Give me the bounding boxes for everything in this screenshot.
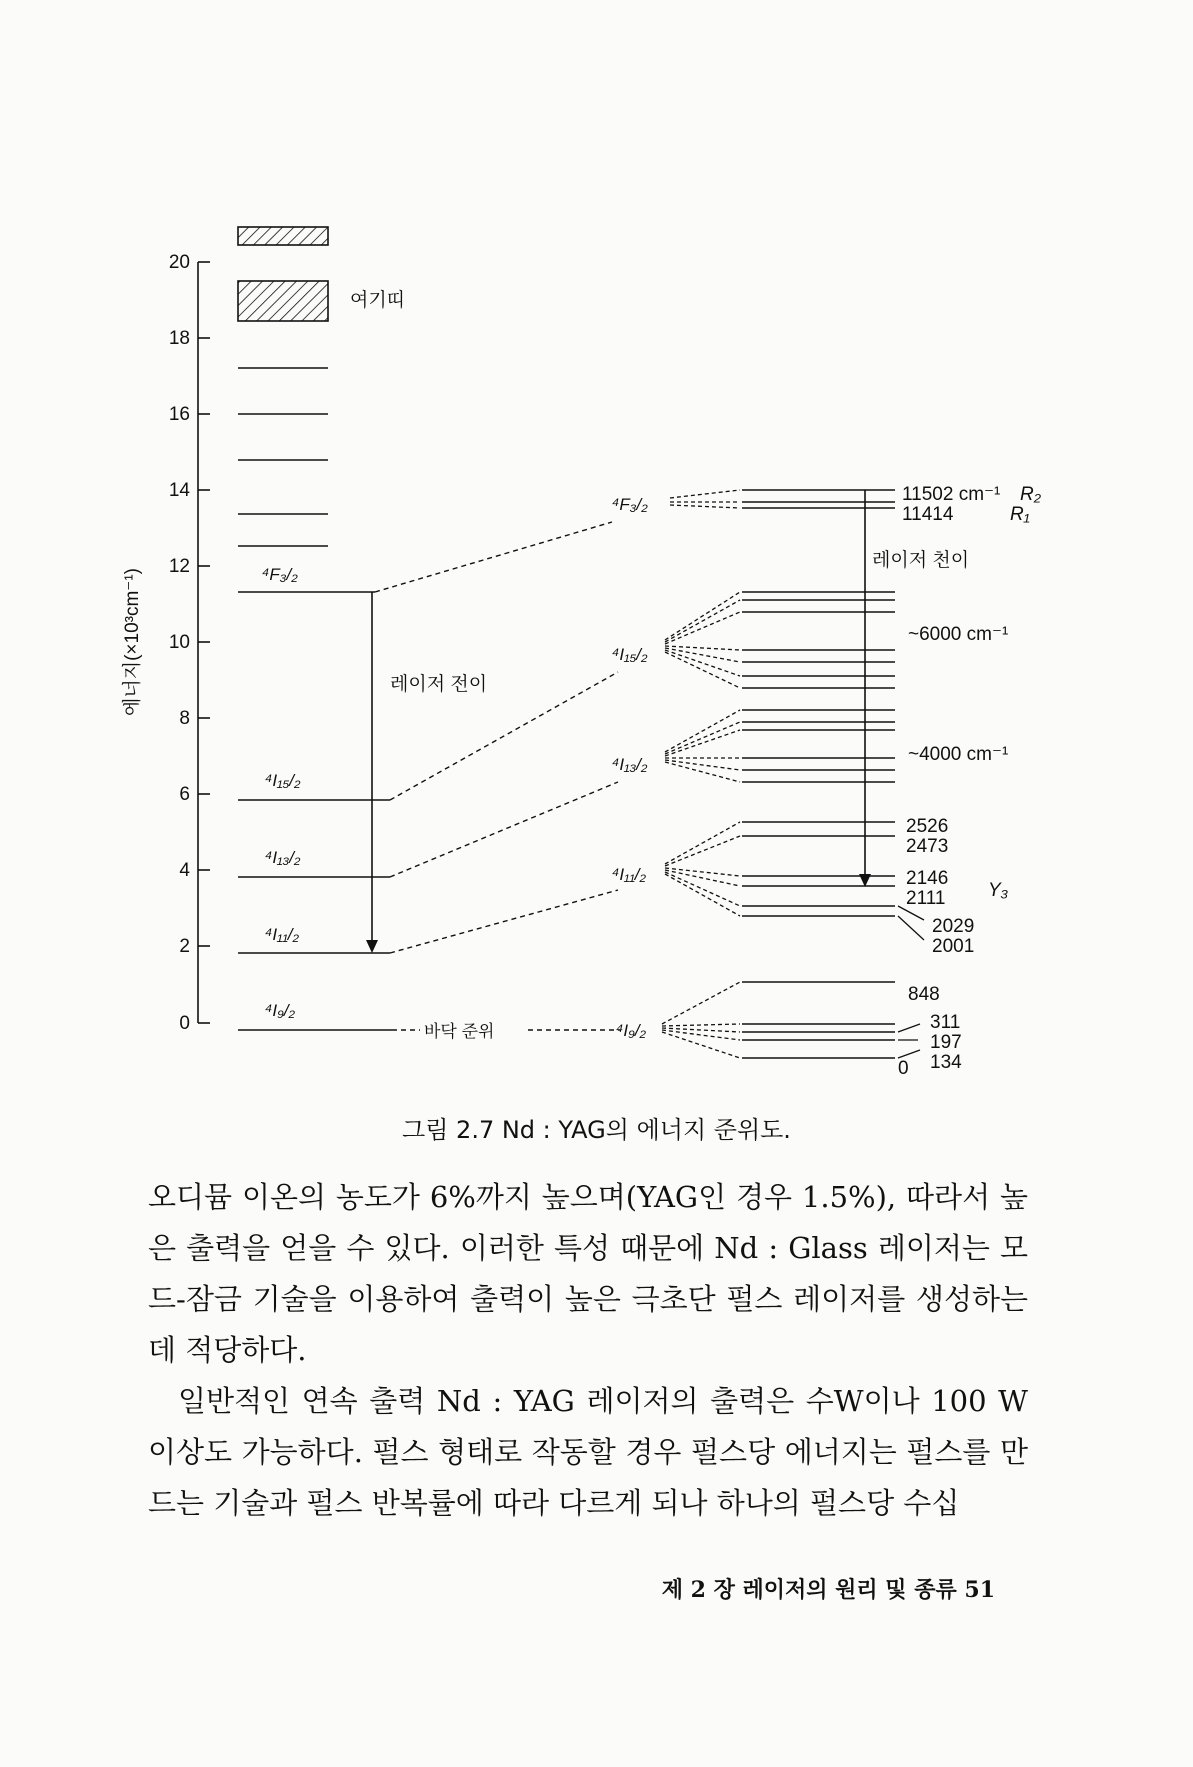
y-tick-label: 16 [168,404,190,425]
y-tick-label: 8 [179,708,190,729]
y-tick-labels [169,252,191,1034]
y-tick-label: 20 [168,252,190,273]
y-tick-label: 4 [179,860,190,881]
level-label-i132: ⁴I₁₃/₂ [265,848,301,867]
level-label-i112: ⁴I₁₁/₂ [265,925,300,944]
manifold-label-i132: ⁴I₁₃/₂ [612,755,648,774]
value-197: 197 [930,1032,962,1053]
right-value-labels [898,484,1042,1079]
value-2146: 2146 [906,868,949,889]
y-tick-label: 14 [168,480,190,501]
r1-name: R₁ [1010,504,1030,525]
y-axis [198,262,210,1023]
y-tick-label: 18 [168,328,190,349]
y-tick-label: 6 [179,784,190,805]
value-0: 0 [898,1058,909,1079]
value-848: 848 [908,984,940,1005]
y-tick-label: 0 [179,1013,190,1034]
correlation-lines [375,522,618,953]
y3-name: Y₃ [988,880,1009,901]
level-label-i152: ⁴I₁₅/₂ [265,771,301,790]
pump-band-upper [238,227,328,245]
pump-band-label: 여기띠 [350,290,406,311]
r2-value: 11502 cm⁻¹ [902,484,1001,505]
manifold-label-i152: ⁴I₁₅/₂ [612,645,648,664]
y-tick-label: 2 [179,936,190,957]
value-2111: 2111 [906,888,946,909]
figure-caption: 그림 2.7 Nd : YAG의 에너지 준위도. [402,1116,791,1144]
value-2029: 2029 [932,916,975,937]
right-sublevels [742,490,895,1058]
left-transition-arrowhead [366,940,378,953]
manifold-label-f32: ⁴F₃/₂ [612,495,648,514]
manifold-label-i112: ⁴I₁₁/₂ [612,865,647,884]
body-text [148,1172,1028,1529]
value-2526: 2526 [906,816,949,837]
page-footer: 제 2 장 레이저의 원리 및 종류 51 [661,1577,995,1603]
ground-level-label: 바닥 준위 [424,1022,495,1041]
r2-name: R₂ [1020,484,1041,505]
left-transition-label: 레이저 전이 [390,674,488,695]
y-tick-label: 12 [168,556,190,577]
y-tick-label: 10 [168,632,190,653]
fan-lines [662,490,740,1058]
right-transition-arrowhead [859,874,871,887]
value-134: 134 [930,1052,962,1073]
level-label-i92: ⁴I₉/₂ [265,1001,296,1020]
right-transition-label: 레이저 천이 [872,550,970,571]
manifold-label-i92: ⁴I₉/₂ [616,1021,647,1040]
paragraph: 오디뮴 이온의 농도가 6%까지 높으며(YAG인 경우 1.5%), 따라서 높은 출력을 얻을 수 있다. 이러한 특성 때문에 Nd : Glass 레이저는 모드-잠금 기술을 이용하여 출력이 높은 극초단 펄스 레이저를 생성하는 데 적당하다. [148,1180,1028,1367]
left-levels [238,368,392,1030]
left-level-labels [262,565,301,1020]
pump-band-lower [238,281,328,321]
value-2473: 2473 [906,836,949,857]
value-2001: 2001 [932,936,975,957]
paragraph: 일반적인 연속 출력 Nd : YAG 레이저의 출력은 수W이나 100 W 이상도 가능하다. 펄스 형태로 작동할 경우 펄스당 에너지는 펄스를 만드는 기술과 펄스 반복률에 따라 다르게 되나 하나의 펄스당 수십 [148,1384,1028,1520]
r1-value: 11414 [902,504,954,525]
value-311: 311 [930,1012,961,1033]
right-manifold-labels [612,495,648,1040]
width-i152: ~6000 cm⁻¹ [908,624,1009,645]
width-i132: ~4000 cm⁻¹ [908,744,1009,765]
level-label-f32: ⁴F₃/₂ [262,565,298,584]
y-axis-label: 에너지(×10³cm⁻¹) [122,568,143,716]
pointer-lines [898,906,924,1058]
